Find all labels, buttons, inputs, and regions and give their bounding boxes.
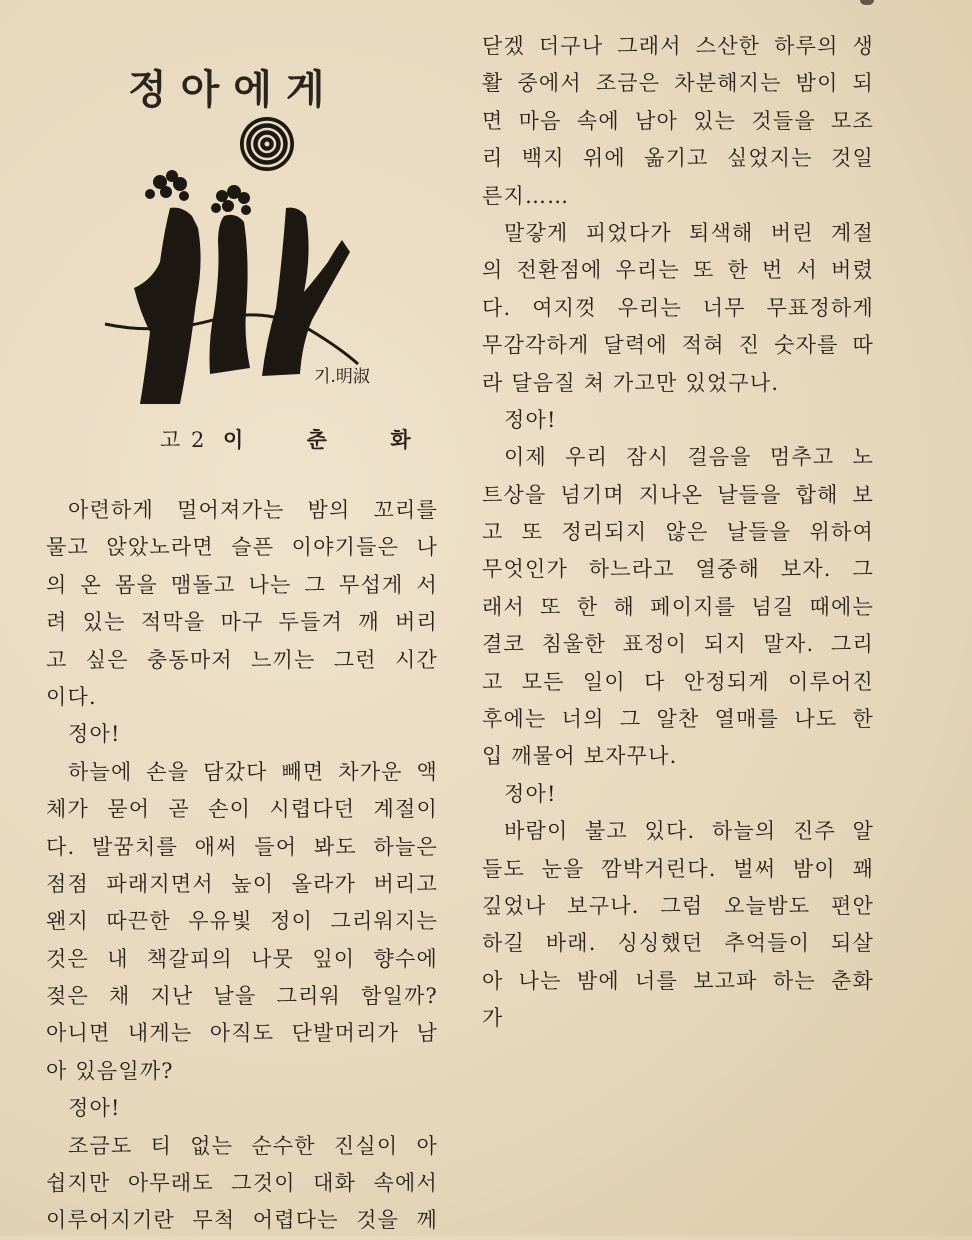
text-line: 이제 우리 잠시 걸음을 멈추고 노	[504, 445, 874, 470]
text-line: 활 중에서 조금은 차분해지는 밤이 되	[482, 71, 874, 96]
text-line: 의 전환점에 우리는 또 한 번 서 버렸	[482, 258, 874, 283]
text-line: 들도 눈을 깜박거린다. 벌써 밤이 꽤	[482, 856, 874, 881]
sun-icon	[240, 117, 294, 171]
text-line: 다. 발꿈치를 애써 들어 봐도 하늘은	[46, 834, 438, 859]
text-line: 가	[482, 1006, 504, 1031]
text-line: 쉽지만 아무래도 그것이 대화 속에서	[46, 1171, 438, 1196]
text-line: 무감각하게 달력에 적혀 진 숫자를 따	[482, 333, 874, 358]
text-line: 아 있음일까?	[46, 1058, 174, 1083]
text-line: 하늘에 손을 담갔다 빼면 차가운 액	[68, 759, 438, 784]
text-line: 아 나는 밤에 너를 보고파 하는 춘화	[482, 968, 874, 993]
text-line: 체가 묻어 곧 손이 시렵다던 계절이	[46, 797, 438, 822]
text-line: 이다.	[46, 684, 97, 709]
author-name: 이 춘 화	[223, 427, 439, 452]
text-line: 라 달음질 쳐 가고만 있었구나.	[482, 370, 780, 395]
artist-signature: 기.明淑	[314, 367, 370, 387]
text-line: 하길 바래. 싱싱했던 추억들이 되살	[482, 931, 874, 956]
text-line: 이루어지기란 무척 어렵다는 것을 께	[46, 1208, 438, 1233]
page-edge-mark	[860, 0, 874, 5]
foliage	[145, 170, 251, 215]
text-line: 고 싶은 충동마저 느끼는 그런 시간	[46, 647, 438, 672]
text-line: 의 온 몸을 맴돌고 나는 그 무섭게 서	[46, 572, 438, 597]
article-title: 정아에게	[128, 67, 339, 113]
text-line: 무엇인가 하느라고 열중해 보자. 그	[482, 557, 874, 582]
text-line: 아니면 내게는 아직도 단발머리가 남	[46, 1021, 438, 1046]
text-line: 래서 또 한 해 페이지를 넘길 때에는	[482, 594, 874, 619]
text-line: 리 백지 위에 옮기고 싶었지는 것일	[482, 146, 874, 171]
text-line: 정아!	[68, 1096, 121, 1121]
text-line: 것은 내 책갈피의 나뭇 잎이 향수에	[46, 946, 438, 971]
text-line: 물고 앉았노라면 슬픈 이야기들은 나	[46, 535, 438, 560]
text-line: 아련하게 멀어져가는 밤의 꼬리를	[68, 498, 438, 522]
text-line: 고 모든 일이 다 안정되게 이루어진	[482, 669, 874, 694]
text-line: 결코 침울한 표정이 되지 말자. 그리	[482, 632, 874, 657]
right-text-column	[482, 28, 874, 1038]
text-line: 후에는 너의 그 알찬 열매를 나도 한	[482, 707, 874, 732]
text-line: 닫겠 더구나 그래서 스산한 하루의 생	[482, 34, 874, 58]
text-line: 점점 파래지면서 높이 올라가 버리고	[46, 871, 438, 896]
text-line: 트상을 넘기며 지나온 날들을 합해 보	[482, 482, 874, 507]
text-line: 왠지 따끈한 우유빛 정이 그리워지는	[46, 909, 438, 934]
text-line: 정아!	[504, 781, 557, 806]
text-line: 말갛게 피었다가 퇴색해 버린 계절	[504, 220, 874, 245]
text-line: 면 마음 속에 남아 있는 것들을 모조	[482, 108, 874, 133]
text-line: 려 있는 적막을 마구 두들겨 깨 버리	[46, 610, 438, 635]
text-line: 조금도 티 없는 순수한 진실이 아	[68, 1133, 438, 1158]
tree-illustration	[100, 112, 390, 412]
text-line: 입 깨물어 보자꾸나.	[482, 744, 678, 769]
text-line: 깊었나 보구나. 그럼 오늘밤도 편안	[482, 893, 874, 918]
author-grade: 고 2	[160, 428, 207, 452]
text-line: 다. 여지껏 우리는 너무 무표정하게	[482, 295, 874, 320]
text-line: 바람이 불고 있다. 하늘의 진주 알	[504, 819, 874, 844]
left-text-column	[46, 492, 438, 1240]
text-line: 정아!	[68, 722, 121, 747]
text-line: 른지……	[482, 183, 570, 208]
text-line: 정아!	[504, 407, 557, 432]
text-line: 젖은 채 지난 날을 그리워 함일까?	[46, 984, 438, 1009]
author-byline	[160, 424, 439, 454]
text-line: 고 또 정리되지 않은 날들을 위하여	[482, 520, 874, 545]
